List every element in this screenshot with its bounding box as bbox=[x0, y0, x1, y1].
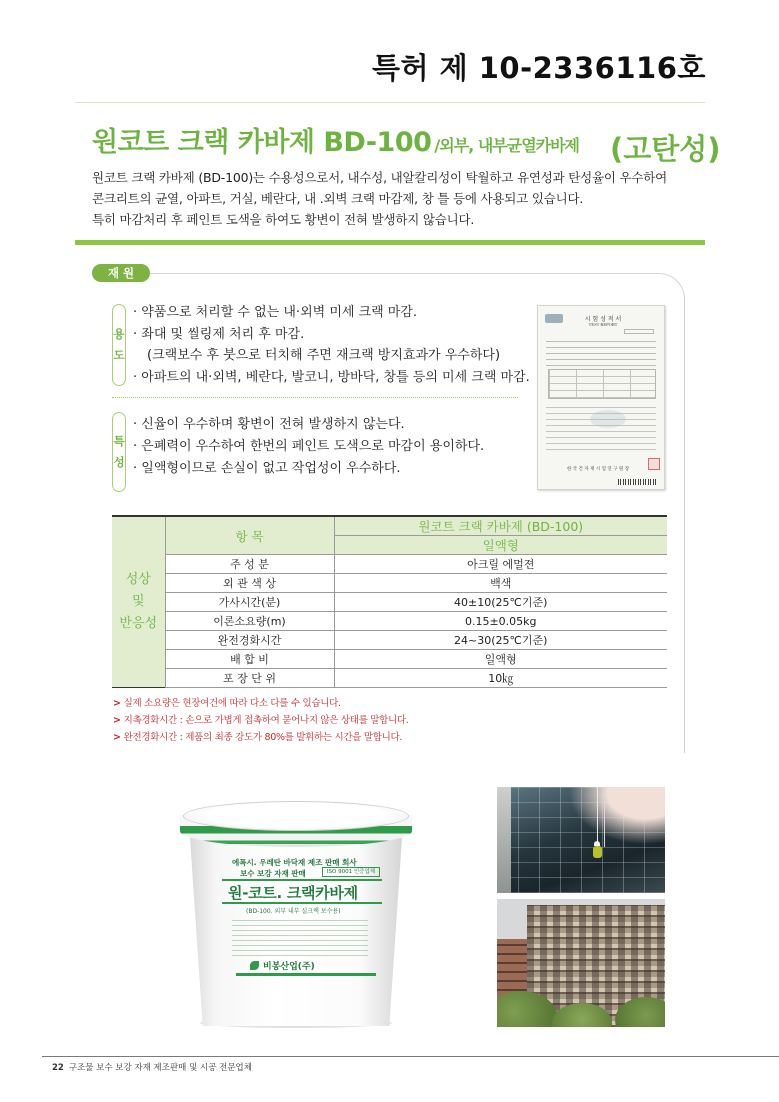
table-row bbox=[112, 650, 667, 669]
feature-item: · 신율이 우수하며 황변이 전혀 발생하지 않는다. bbox=[133, 417, 405, 432]
product-header: 원코트 크랙 카바제 (BD-100) bbox=[334, 516, 667, 536]
table-row bbox=[112, 555, 667, 574]
pail-label-bar bbox=[236, 973, 376, 976]
report-barcode bbox=[618, 479, 658, 485]
table-cell-item: 외 관 색 상 bbox=[165, 574, 334, 593]
elasticity-badge: (고탄성) bbox=[610, 132, 721, 166]
footer-divider bbox=[42, 1056, 779, 1057]
footnote-marker: > bbox=[113, 732, 121, 743]
spec-table bbox=[112, 515, 667, 688]
photo-worker bbox=[593, 846, 602, 858]
header-divider bbox=[75, 102, 705, 103]
usage-label-char: 용 bbox=[113, 327, 125, 341]
intro-paragraph bbox=[92, 167, 667, 230]
table-side-label bbox=[112, 516, 165, 688]
footnote-text: 지촉경화시간 : 손으로 가볍게 접촉하여 묻어나지 않은 상태를 말합니다. bbox=[123, 715, 409, 726]
pail-label-spec: (BD-100. 외부 내부 실크랙 보수용) bbox=[246, 908, 341, 915]
section-divider bbox=[75, 240, 705, 245]
side-label-line: 및 bbox=[131, 594, 145, 609]
footnotes bbox=[113, 695, 409, 746]
table-cell-value: 일액형 bbox=[334, 650, 667, 669]
footer-text: 구조물 보수 보강 자재 제조판매 및 시공 전문업체 bbox=[68, 1063, 252, 1073]
usage-item: · 약품으로 처리할 수 없는 내·외벽 미세 크랙 마감. bbox=[133, 305, 418, 320]
features-label-char: 특 bbox=[113, 434, 125, 448]
footnote bbox=[113, 712, 409, 729]
table-row bbox=[112, 593, 667, 612]
table-cell-value: 아크릴 에멀젼 bbox=[334, 555, 667, 574]
footnote-marker: > bbox=[113, 698, 121, 709]
features-label bbox=[112, 412, 126, 492]
table-row bbox=[112, 669, 667, 688]
footnote-text: 완전경화시간 : 제품의 최종 강도가 80%를 발휘하는 시간을 말합니다. bbox=[123, 732, 403, 743]
footnote-marker: > bbox=[113, 715, 121, 726]
usage-item: · 아파트의 내·외벽, 베란다, 발코니, 방바닥, 창틀 등의 미세 크랙 마감. bbox=[133, 369, 530, 385]
feature-item: · 은폐력이 우수하여 한번의 페인트 도색으로 마감이 용이하다. bbox=[133, 439, 485, 454]
page-footer bbox=[52, 1061, 252, 1073]
features-list bbox=[133, 414, 484, 480]
pail-label-rule bbox=[222, 879, 382, 881]
page-number: 22 bbox=[52, 1063, 64, 1073]
footnote bbox=[113, 729, 409, 746]
report-title: 시 험 성 적 서 bbox=[584, 316, 622, 323]
usage-item-note: (크랙보수 후 붓으로 터치해 주면 재크랙 방지효과가 우수하다) bbox=[147, 348, 501, 363]
side-label-line: 반응성 bbox=[119, 616, 158, 631]
usage-item: · 좌대 및 씰링제 처리 후 마감. bbox=[133, 326, 305, 342]
intro-line: 콘크리트의 균열, 아파트, 거실, 베란다, 내 .외벽 크랙 마감제, 창 틀 등에 사용되고 있습니다. bbox=[92, 191, 584, 206]
usage-list bbox=[133, 302, 530, 388]
table-header-row bbox=[112, 516, 667, 536]
apartment-photo bbox=[497, 899, 665, 1027]
intro-line: 특히 마감처리 후 페인트 도색을 하여도 황변이 전혀 발생하지 않습니다. bbox=[92, 212, 475, 227]
dotted-divider bbox=[112, 397, 518, 398]
pail-label-company: 에폭시. 우레탄 바닥재 제조 판매 회사 bbox=[232, 858, 357, 867]
patent-number: 특허 제 10-2336116호 bbox=[372, 51, 706, 85]
table-cell-value: 10㎏ bbox=[334, 669, 667, 688]
usage-label-char: 도 bbox=[113, 348, 125, 362]
footnote-text: 실제 소요량은 현장여건에 따라 다소 다를 수 있습니다. bbox=[123, 698, 341, 709]
table-cell-item: 포 장 단 위 bbox=[165, 669, 334, 688]
table-cell-item: 주 성 분 bbox=[165, 555, 334, 574]
pail-label-rule bbox=[222, 902, 382, 904]
report-watermark bbox=[590, 410, 626, 428]
spec-heading: 재 원 bbox=[92, 264, 150, 282]
report-seal bbox=[648, 458, 660, 470]
pail-label-sub: 보수 보강 자재 판매 bbox=[240, 869, 306, 878]
table-row bbox=[112, 574, 667, 593]
table-cell-value: 24~30(25℃기준) bbox=[334, 631, 667, 650]
table-cell-item: 가사시간(분) bbox=[165, 593, 334, 612]
feature-item: · 일액형이므로 손실이 없고 작업성이 우수하다. bbox=[133, 461, 401, 476]
report-result-table bbox=[548, 369, 656, 399]
table-cell-item: 이론소요량(m) bbox=[165, 612, 334, 631]
table-row bbox=[112, 612, 667, 631]
table-row bbox=[112, 631, 667, 650]
test-report-image bbox=[537, 305, 665, 490]
report-number-box bbox=[624, 329, 654, 334]
pail-label-fine-print bbox=[232, 918, 368, 956]
product-name: 원코트 크랙 카바제 BD-100 bbox=[92, 127, 432, 158]
table-cell-value: 40±10(25℃기준) bbox=[334, 593, 667, 612]
report-issuer: 한 국 건 자 재 시 험 연 구 원 장 bbox=[566, 467, 630, 472]
side-label-line: 성상 bbox=[125, 572, 151, 587]
intro-line: 원코트 크랙 카바제 (BD-100)는 수용성으로서, 내수성, 내알칼리성이 탁월하고 유연성과 탄성율이 우수하여 bbox=[92, 170, 668, 185]
product-title bbox=[92, 120, 579, 159]
pail-label-maker: 비봉산업(주) bbox=[263, 962, 315, 972]
pail-label-name: 원-코트. 크랙카바제 bbox=[228, 884, 358, 902]
leaf-logo-icon bbox=[250, 961, 259, 970]
type-header: 일액형 bbox=[334, 536, 667, 555]
pail-label-iso: ISO 9001 인증업체 bbox=[322, 867, 380, 877]
item-header: 항 목 bbox=[165, 516, 334, 555]
photo-rope bbox=[604, 787, 605, 847]
report-text-lines bbox=[546, 338, 656, 366]
product-subtitle: /외부, 내부균열카바제 bbox=[434, 136, 580, 155]
table-cell-value: 백색 bbox=[334, 574, 667, 593]
table-cell-value: 0.15±0.05kg bbox=[334, 612, 667, 631]
usage-label bbox=[112, 304, 126, 386]
pail-lid bbox=[183, 801, 409, 831]
photo-stone-column bbox=[497, 787, 511, 893]
facade-work-photo bbox=[497, 787, 665, 893]
features-label-char: 성 bbox=[113, 455, 125, 469]
table-cell-item: 배 합 비 bbox=[165, 650, 334, 669]
footnote bbox=[113, 695, 409, 712]
table-cell-item: 완전경화시간 bbox=[165, 631, 334, 650]
report-subtitle: TEST REPORT bbox=[588, 322, 618, 327]
report-logo bbox=[545, 314, 563, 323]
